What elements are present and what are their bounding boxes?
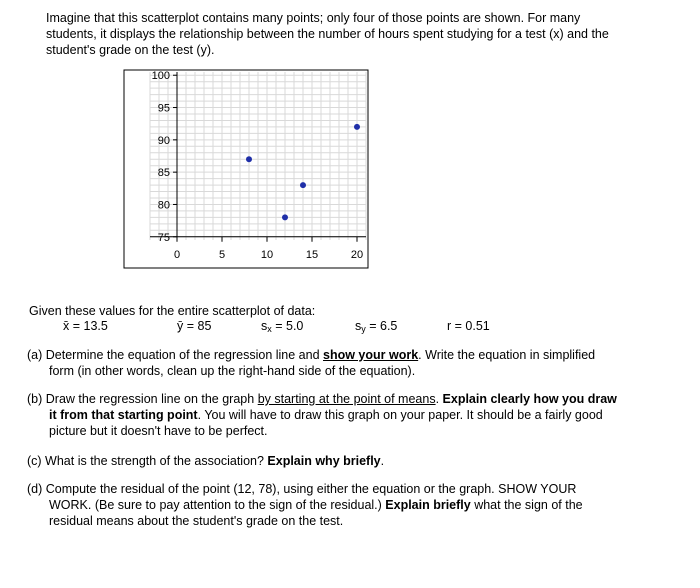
y-tick-label: 80 — [157, 199, 170, 212]
y-sd — [355, 319, 397, 334]
question-d-bold: Explain briefly — [385, 498, 471, 512]
question-a-text-1: (a) Determine the equation of the regression line and — [27, 348, 324, 362]
question-b-text-3: . You will have to draw this graph on your paper. It should be a fairly good — [197, 408, 603, 422]
question-b-bold-2: it from that starting point — [49, 408, 198, 422]
intro-line-2: students, it displays the relationship between the number of hours spent studying for a test (x) and the — [46, 27, 609, 41]
x-sd-symbol: s — [261, 319, 268, 333]
x-tick-label: 5 — [218, 248, 226, 261]
correlation: r = 0.51 — [447, 319, 490, 333]
question-b-bold-1: Explain clearly how you draw — [442, 392, 617, 406]
question-d-line-2 — [27, 497, 642, 513]
intro-line-1: Imagine that this scatterplot contains many points; only four of those points are shown. For many — [46, 11, 581, 25]
x-sd-value: = 5.0 — [271, 319, 304, 333]
question-a — [27, 347, 642, 379]
question-d — [27, 481, 642, 529]
y-sd-symbol: s — [355, 319, 362, 333]
y-sd-value: = 6.5 — [365, 319, 398, 333]
question-b — [27, 391, 642, 439]
x-sd — [261, 319, 303, 334]
y-tick-label: 85 — [157, 167, 170, 180]
intro-line-3: student's grade on the test (y). — [46, 43, 215, 57]
question-a-text-3: form (in other words, clean up the right-hand side of the equation). — [49, 364, 416, 378]
question-c-bold: Explain why briefly — [267, 454, 381, 468]
scatterplot — [122, 68, 370, 270]
question-b-text-2: . — [435, 392, 443, 406]
x-tick-label: 20 — [350, 248, 364, 261]
data-point — [354, 124, 360, 130]
question-b-underline: by starting at the point of means — [257, 392, 436, 406]
x-tick-label: 0 — [173, 248, 181, 261]
x-tick-label: 15 — [305, 248, 319, 261]
x-tick-label: 10 — [260, 248, 274, 261]
x-mean: x̄ = 13.5 — [63, 319, 108, 333]
question-b-line-3: picture but it doesn't have to be perfect. — [49, 424, 268, 438]
y-sd-subscript: y — [361, 324, 366, 334]
question-b-text-1: (b) Draw the regression line on the graph — [27, 392, 258, 406]
question-d-text-1: (d) Compute the residual of the point (12, 78), using either the equation or the graph. SHOW YOUR — [27, 482, 577, 496]
given-heading: Given these values for the entire scatterplot of data: — [29, 304, 316, 318]
question-d-text-3: what the sign of the — [470, 498, 583, 512]
summary-stats — [29, 319, 669, 337]
y-tick-label: 75 — [157, 231, 170, 244]
question-c-text-1: (c) What is the strength of the association? — [27, 454, 268, 468]
y-tick-label: 90 — [157, 134, 170, 147]
y-tick-label: 100 — [151, 70, 170, 83]
question-d-line-3: residual means about the student's grade on the test. — [49, 514, 344, 528]
y-mean: ȳ = 85 — [177, 319, 212, 333]
question-b-line-2 — [27, 407, 642, 423]
intro-paragraph — [46, 10, 646, 58]
data-point — [246, 156, 252, 162]
y-tick-label: 95 — [157, 102, 170, 115]
data-point — [300, 182, 306, 188]
given-values — [29, 303, 669, 337]
x-sd-subscript: x — [267, 324, 272, 334]
question-c — [27, 453, 642, 469]
question-c-text-2: . — [380, 454, 385, 468]
data-point — [282, 214, 288, 220]
question-a-emphasis: show your work — [323, 348, 419, 362]
question-a-text-2: . Write the equation in simplified — [418, 348, 596, 362]
question-d-text-2: WORK. (Be sure to pay attention to the sign of the residual.) — [49, 498, 386, 512]
